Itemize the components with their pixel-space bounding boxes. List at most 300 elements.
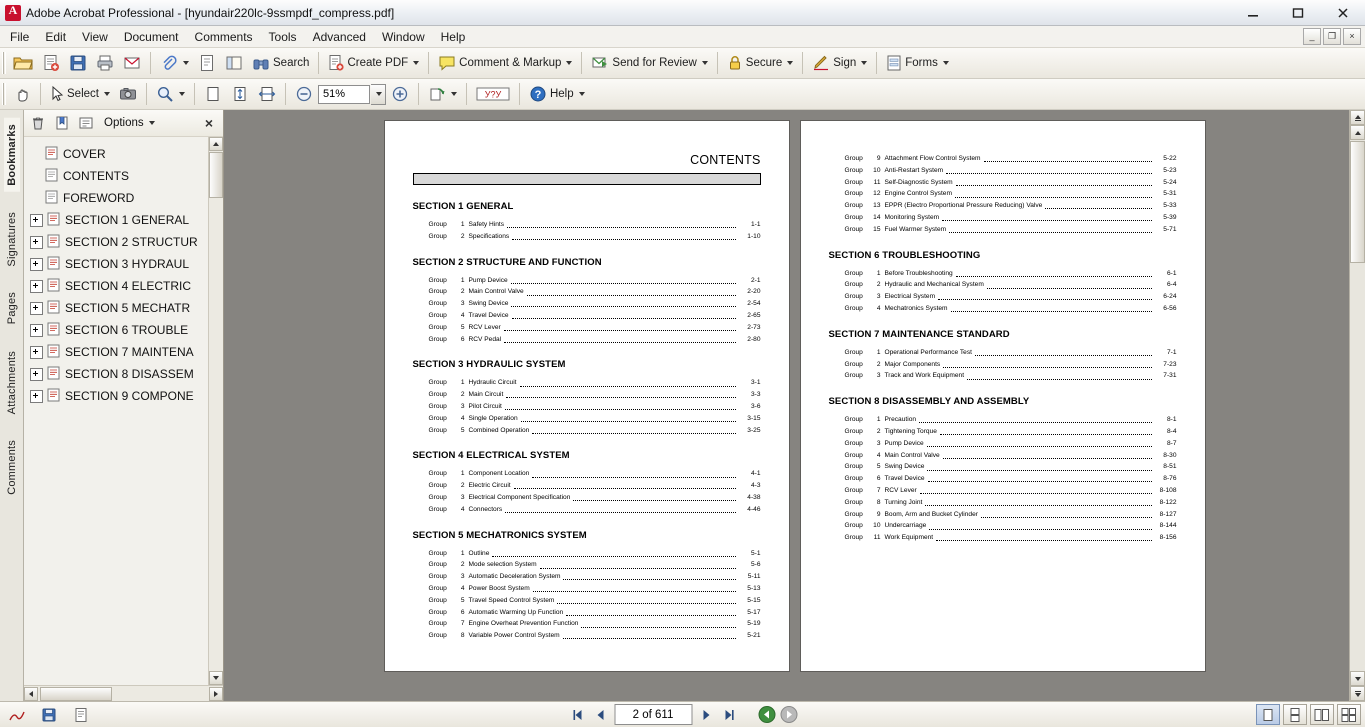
group-page: 8-1 bbox=[1166, 416, 1177, 424]
scroll-left-arrow-icon[interactable] bbox=[24, 687, 38, 701]
leader-dots bbox=[504, 329, 736, 331]
menu-advanced[interactable]: Advanced bbox=[312, 29, 366, 44]
scrollbar-thumb[interactable] bbox=[1350, 141, 1365, 263]
previous-view-button[interactable] bbox=[758, 706, 775, 723]
group-page: 4-46 bbox=[747, 505, 761, 513]
group-number: 11 bbox=[873, 534, 881, 542]
scroll-right-arrow-icon[interactable] bbox=[209, 687, 223, 701]
menu-window[interactable]: Window bbox=[381, 29, 425, 44]
toc-entry[interactable] bbox=[413, 322, 761, 334]
first-page-button[interactable] bbox=[568, 706, 586, 724]
scroll-bottom-button[interactable] bbox=[1350, 686, 1365, 701]
group-number: 9 bbox=[876, 155, 881, 162]
menu-help[interactable]: Help bbox=[440, 29, 466, 44]
group-label: Group bbox=[428, 288, 447, 296]
bookmark-label: SECTION 8 DISASSEM bbox=[65, 367, 194, 381]
next-view-button[interactable] bbox=[780, 706, 797, 723]
rotate-view-button[interactable] bbox=[424, 81, 461, 107]
sidebar-tab-bookmarks[interactable]: Bookmarks bbox=[4, 118, 20, 192]
chevron-down-icon bbox=[104, 92, 110, 96]
group-name: Automatic Deceleration System bbox=[468, 573, 561, 581]
toc-entry[interactable] bbox=[829, 188, 1177, 200]
bookmark-page-icon bbox=[47, 278, 60, 295]
toc-entry[interactable] bbox=[413, 286, 761, 298]
group-page: 5-17 bbox=[747, 608, 761, 616]
group-name: Operational Performance Test bbox=[884, 348, 972, 356]
group-name: Electrical Component Specification bbox=[468, 493, 571, 501]
group-number: 4 bbox=[876, 451, 881, 459]
expander-icon[interactable] bbox=[30, 302, 43, 315]
how-to-button[interactable] bbox=[472, 81, 514, 107]
toc-entry[interactable] bbox=[413, 492, 761, 504]
leader-dots bbox=[514, 487, 736, 489]
toc-entry[interactable] bbox=[829, 532, 1177, 544]
chevron-down-icon bbox=[179, 92, 185, 96]
floppy-status-icon bbox=[41, 707, 57, 723]
toc-entry[interactable] bbox=[829, 279, 1177, 291]
section-title: SECTION 1 GENERAL bbox=[412, 201, 514, 212]
list-item[interactable] bbox=[30, 165, 223, 187]
toolbar-separator-13 bbox=[466, 83, 467, 105]
how-to-icon bbox=[476, 85, 510, 103]
scroll-up-button[interactable] bbox=[1350, 125, 1365, 140]
expand-bookmark-button[interactable] bbox=[76, 113, 96, 133]
toolbar-grabber[interactable] bbox=[2, 52, 6, 74]
toc-entry[interactable] bbox=[829, 485, 1177, 497]
bookmark-label: SECTION 3 HYDRAUL bbox=[65, 257, 190, 271]
group-name: Safety Hints bbox=[468, 221, 505, 228]
toolbar-separator-9 bbox=[146, 83, 147, 105]
close-pane-button[interactable]: × bbox=[204, 115, 213, 131]
comment-markup-button[interactable] bbox=[434, 50, 576, 76]
page-number-input[interactable]: 2 of 611 bbox=[614, 704, 692, 725]
toc-entry[interactable] bbox=[413, 389, 761, 401]
group-label: Group bbox=[844, 427, 863, 435]
expander-icon bbox=[30, 149, 41, 160]
group-name: Monitoring System bbox=[884, 213, 940, 221]
group-page: 6-24 bbox=[1163, 293, 1177, 301]
toc-entry[interactable] bbox=[413, 377, 761, 389]
toc-entry[interactable] bbox=[413, 595, 761, 607]
group-label: Group bbox=[844, 510, 863, 518]
expander-icon[interactable] bbox=[30, 346, 43, 359]
sidebar-tab-signatures[interactable]: Signatures bbox=[4, 206, 20, 273]
toc-entry[interactable] bbox=[829, 520, 1177, 532]
group-page: 5-22 bbox=[1163, 155, 1177, 162]
expander-icon[interactable] bbox=[30, 390, 43, 403]
scroll-up-arrow-icon[interactable] bbox=[209, 137, 223, 151]
toc-entry[interactable] bbox=[413, 618, 761, 630]
leader-dots bbox=[949, 231, 1151, 233]
section-title: SECTION 4 ELECTRICAL SYSTEM bbox=[412, 450, 570, 462]
secure-button[interactable] bbox=[723, 50, 797, 76]
group-label: Group bbox=[428, 632, 447, 640]
toc-entry[interactable] bbox=[829, 461, 1177, 473]
leader-dots bbox=[938, 298, 1151, 300]
organizer-button[interactable] bbox=[221, 50, 247, 76]
toc-entry[interactable] bbox=[413, 231, 761, 243]
group-name: Single Operation bbox=[468, 414, 518, 422]
group-number: 3 bbox=[460, 300, 465, 308]
leader-dots bbox=[919, 421, 1151, 423]
group-number: 10 bbox=[873, 522, 881, 530]
group-name: Travel Device bbox=[468, 311, 509, 319]
group-number: 14 bbox=[873, 213, 881, 221]
toc-entry[interactable] bbox=[829, 426, 1177, 438]
fit-page-button[interactable] bbox=[227, 81, 253, 107]
document-minimize-button[interactable]: _ bbox=[1303, 28, 1321, 45]
single-page-button[interactable] bbox=[1256, 704, 1280, 725]
toc-entry[interactable] bbox=[413, 425, 761, 437]
delete-bookmark-button[interactable] bbox=[28, 113, 48, 133]
last-page-button[interactable] bbox=[720, 706, 738, 724]
group-label: Group bbox=[428, 311, 447, 319]
toc-entry[interactable] bbox=[413, 275, 761, 287]
close-icon[interactable] bbox=[1320, 0, 1365, 25]
chevron-down-icon bbox=[183, 61, 189, 65]
leader-dots bbox=[492, 555, 735, 557]
actual-size-button[interactable] bbox=[200, 81, 226, 107]
pen-signature-icon bbox=[8, 707, 26, 723]
list-item[interactable] bbox=[30, 385, 223, 407]
scroll-down-button[interactable] bbox=[1350, 671, 1365, 686]
group-label: Group bbox=[844, 451, 863, 459]
bookmark-label: SECTION 1 GENERAL bbox=[65, 213, 190, 227]
list-item[interactable] bbox=[30, 231, 223, 253]
viewer-vertical-scrollbar[interactable] bbox=[1349, 110, 1365, 701]
section-title: SECTION 2 STRUCTURE AND FUNCTION bbox=[412, 256, 602, 268]
group-label: Group bbox=[428, 402, 447, 410]
group-number: 1 bbox=[876, 416, 881, 424]
hand-tool-button[interactable] bbox=[9, 81, 35, 107]
continuous-button[interactable] bbox=[1283, 704, 1307, 725]
group-label: Group bbox=[428, 608, 447, 616]
rotate-icon bbox=[428, 85, 446, 103]
actual-size-icon bbox=[205, 85, 221, 103]
toolbar-separator-2 bbox=[318, 52, 319, 74]
toc-entry[interactable] bbox=[413, 401, 761, 413]
expander-icon[interactable] bbox=[30, 368, 43, 381]
group-number: 3 bbox=[876, 439, 881, 447]
folder-open-icon bbox=[13, 54, 33, 72]
document-restore-button[interactable]: ❐ bbox=[1323, 28, 1341, 45]
group-name: Turning Joint bbox=[884, 498, 923, 506]
secondary-toolbar bbox=[0, 79, 1365, 110]
toc-entry[interactable] bbox=[829, 509, 1177, 521]
scroll-top-button[interactable] bbox=[1350, 110, 1365, 125]
toc-entry[interactable] bbox=[829, 291, 1177, 303]
toc-entry[interactable] bbox=[829, 224, 1177, 236]
group-label: Group bbox=[428, 232, 447, 240]
open-file-button[interactable] bbox=[9, 50, 37, 76]
list-item[interactable] bbox=[30, 187, 223, 209]
group-page: 1-1 bbox=[750, 221, 761, 228]
toc-entry[interactable] bbox=[829, 497, 1177, 509]
menu-document[interactable]: Document bbox=[123, 29, 179, 44]
group-number: 1 bbox=[460, 379, 465, 387]
toc-entry[interactable] bbox=[413, 480, 761, 492]
create-pdf-quick-button[interactable] bbox=[38, 50, 64, 76]
zoom-dropdown-button[interactable] bbox=[371, 84, 386, 105]
comment-markup-label: Comment & Markup bbox=[459, 57, 562, 69]
toolbar-grabber-2[interactable] bbox=[2, 83, 6, 105]
expander-icon bbox=[30, 193, 41, 204]
group-label: Group bbox=[844, 190, 863, 198]
toc-entry[interactable] bbox=[829, 450, 1177, 462]
save-button[interactable] bbox=[65, 50, 91, 76]
toc-entry[interactable] bbox=[829, 303, 1177, 315]
toc-entry[interactable] bbox=[829, 212, 1177, 224]
form-icon bbox=[886, 54, 902, 72]
menu-edit[interactable]: Edit bbox=[45, 29, 67, 44]
toc-entry[interactable] bbox=[829, 153, 1177, 165]
maximize-icon[interactable] bbox=[1275, 0, 1320, 25]
section-title: SECTION 3 HYDRAULIC SYSTEM bbox=[412, 359, 566, 371]
group-name: Hydraulic and Mechanical System bbox=[884, 281, 984, 289]
group-number: 8 bbox=[460, 632, 465, 640]
group-page: 7-31 bbox=[1163, 372, 1177, 380]
attach-file-button[interactable] bbox=[156, 50, 193, 76]
toc-entry[interactable] bbox=[413, 583, 761, 595]
zoom-out-button[interactable] bbox=[291, 81, 317, 107]
secure-label: Secure bbox=[745, 57, 783, 69]
group-page: 5-6 bbox=[750, 561, 761, 569]
leader-dots bbox=[511, 305, 735, 307]
leader-dots bbox=[504, 341, 735, 343]
scrollbar-track[interactable] bbox=[1350, 140, 1365, 671]
bookmarks-horizontal-scrollbar[interactable] bbox=[24, 685, 223, 701]
group-page: 2-65 bbox=[747, 311, 761, 319]
select-tool-button[interactable] bbox=[46, 81, 114, 107]
toc-entry[interactable] bbox=[413, 219, 761, 231]
view-mode-buttons bbox=[1256, 704, 1361, 725]
zoom-tool-button[interactable] bbox=[152, 81, 189, 107]
group-label: Group bbox=[428, 221, 447, 228]
sign-button[interactable] bbox=[808, 50, 871, 76]
group-number: 4 bbox=[460, 505, 465, 513]
group-page: 3-15 bbox=[747, 414, 761, 422]
leader-dots bbox=[942, 219, 1151, 221]
group-number: 10 bbox=[873, 166, 881, 174]
group-page: 3-6 bbox=[750, 402, 761, 410]
bookmark-options-button[interactable] bbox=[100, 117, 159, 129]
group-page: 2-20 bbox=[747, 288, 761, 296]
group-page: 5-13 bbox=[747, 584, 761, 592]
group-page: 5-24 bbox=[1163, 178, 1177, 186]
group-page: 2-80 bbox=[747, 335, 761, 343]
group-number: 8 bbox=[876, 498, 881, 506]
signature-status-button[interactable] bbox=[4, 702, 30, 727]
bookmark-page-icon bbox=[47, 366, 60, 383]
chevron-down-icon bbox=[413, 61, 419, 65]
group-page: 8-30 bbox=[1163, 451, 1177, 459]
leader-dots bbox=[563, 637, 736, 639]
toc-entry[interactable] bbox=[413, 504, 761, 516]
toc-entry[interactable] bbox=[413, 413, 761, 425]
leader-dots bbox=[946, 172, 1151, 174]
group-page: 6-1 bbox=[1166, 269, 1177, 277]
group-label: Group bbox=[844, 178, 863, 186]
menu-tools[interactable]: Tools bbox=[268, 29, 297, 44]
send-for-review-label: Send for Review bbox=[612, 57, 697, 69]
title-rule bbox=[413, 173, 761, 185]
sidebar-tab-attachments[interactable]: Attachments bbox=[4, 345, 20, 420]
group-number: 2 bbox=[876, 281, 881, 289]
chevron-down-icon bbox=[566, 61, 572, 65]
zoom-out-icon bbox=[295, 85, 313, 103]
create-pdf-button[interactable] bbox=[324, 50, 423, 76]
toolbar-separator-3 bbox=[428, 52, 429, 74]
group-name: Automatic Warming Up Function bbox=[468, 608, 564, 616]
document-close-button[interactable]: × bbox=[1343, 28, 1361, 45]
toc-entry[interactable] bbox=[413, 468, 761, 480]
list-item[interactable] bbox=[30, 297, 223, 319]
snapshot-tool-button[interactable] bbox=[115, 81, 141, 107]
previous-page-button[interactable] bbox=[591, 706, 609, 724]
section-title: SECTION 6 TROUBLESHOOTING bbox=[828, 249, 981, 261]
toc-entry[interactable] bbox=[413, 298, 761, 310]
scrollbar-thumb-horizontal[interactable] bbox=[40, 687, 112, 701]
group-number: 15 bbox=[873, 225, 881, 233]
scroll-down-arrow-icon[interactable] bbox=[209, 671, 223, 685]
group-page: 5-19 bbox=[747, 620, 761, 628]
group-label: Group bbox=[844, 155, 863, 162]
list-item[interactable] bbox=[30, 341, 223, 363]
toc-entry[interactable] bbox=[829, 359, 1177, 371]
group-number: 1 bbox=[460, 221, 465, 228]
group-number: 1 bbox=[460, 276, 465, 284]
toc-entry[interactable] bbox=[413, 571, 761, 583]
bookmarks-vertical-scrollbar[interactable] bbox=[208, 137, 223, 685]
leader-dots bbox=[511, 282, 736, 284]
main-area bbox=[0, 110, 1365, 701]
bookmark-label: SECTION 9 COMPONE bbox=[65, 389, 194, 403]
page-plus-icon bbox=[42, 54, 60, 72]
toc-entry[interactable] bbox=[413, 548, 761, 560]
pdf-page-right bbox=[800, 120, 1206, 672]
status-left-tools bbox=[4, 702, 94, 727]
toc-entry[interactable] bbox=[829, 473, 1177, 485]
group-name: Mechatronics System bbox=[884, 304, 948, 312]
list-item[interactable] bbox=[30, 363, 223, 385]
expander-icon[interactable] bbox=[30, 236, 43, 249]
sidebar-tab-comments[interactable]: Comments bbox=[4, 434, 20, 501]
leader-dots bbox=[521, 420, 736, 422]
expander-icon[interactable] bbox=[30, 214, 43, 227]
toc-entry[interactable] bbox=[829, 177, 1177, 189]
document-viewer[interactable] bbox=[224, 110, 1365, 701]
search-button[interactable] bbox=[248, 50, 313, 76]
leader-dots bbox=[928, 480, 1152, 482]
toc-entry[interactable] bbox=[829, 200, 1177, 212]
group-name: Mode selection System bbox=[468, 561, 537, 569]
leader-dots bbox=[533, 590, 736, 592]
create-pdf-label: Create PDF bbox=[347, 57, 409, 69]
minimize-icon[interactable] bbox=[1230, 0, 1275, 25]
list-item[interactable] bbox=[30, 143, 223, 165]
toc-entry[interactable] bbox=[829, 347, 1177, 359]
group-label: Group bbox=[844, 225, 863, 233]
section-title: SECTION 7 MAINTENANCE STANDARD bbox=[828, 328, 1010, 340]
toc-entry[interactable] bbox=[829, 414, 1177, 426]
toolbar-separator-4 bbox=[581, 52, 582, 74]
leader-dots bbox=[940, 433, 1152, 435]
menu-file[interactable]: File bbox=[10, 29, 30, 44]
group-page: 5-31 bbox=[1163, 190, 1177, 198]
toc-entry[interactable] bbox=[829, 165, 1177, 177]
bookmark-page-icon bbox=[47, 234, 60, 251]
help-button[interactable] bbox=[525, 81, 589, 107]
bookmark-label: SECTION 5 MECHATR bbox=[65, 301, 191, 315]
expander-icon[interactable] bbox=[30, 324, 43, 337]
group-page: 8-4 bbox=[1166, 427, 1177, 435]
email-button[interactable] bbox=[119, 50, 145, 76]
toc-entry[interactable] bbox=[413, 310, 761, 322]
bookmark-page-icon bbox=[47, 344, 60, 361]
pen-icon bbox=[812, 54, 830, 72]
menu-comments[interactable]: Comments bbox=[194, 29, 253, 44]
next-page-button[interactable] bbox=[697, 706, 715, 724]
list-item[interactable] bbox=[30, 253, 223, 275]
bookmark-page-icon bbox=[47, 388, 60, 405]
comments-status-button[interactable] bbox=[68, 702, 94, 727]
group-label: Group bbox=[428, 414, 447, 422]
facing-button[interactable] bbox=[1310, 704, 1334, 725]
scrollbar-thumb[interactable] bbox=[209, 152, 223, 198]
send-for-review-button[interactable] bbox=[587, 50, 711, 76]
fit-width-button[interactable] bbox=[254, 81, 280, 107]
leader-dots bbox=[573, 499, 735, 501]
attachments-status-button[interactable] bbox=[36, 702, 62, 727]
list-item[interactable] bbox=[30, 209, 223, 231]
toc-entry[interactable] bbox=[413, 630, 761, 642]
group-page: 5-33 bbox=[1163, 202, 1177, 210]
expander-icon[interactable] bbox=[30, 280, 43, 293]
forms-button[interactable] bbox=[882, 50, 953, 76]
new-bookmark-button[interactable] bbox=[52, 113, 72, 133]
group-label: Group bbox=[844, 269, 863, 277]
list-item[interactable] bbox=[30, 319, 223, 341]
chevron-down-icon bbox=[579, 92, 585, 96]
menu-view[interactable]: View bbox=[82, 29, 108, 44]
list-item[interactable] bbox=[30, 275, 223, 297]
group-number: 3 bbox=[460, 573, 465, 581]
zoom-level-input[interactable]: 51% bbox=[318, 85, 370, 104]
toc-entry[interactable] bbox=[413, 607, 761, 619]
toc-entry[interactable] bbox=[829, 438, 1177, 450]
group-page: 5-21 bbox=[747, 632, 761, 640]
group-label: Group bbox=[844, 360, 863, 368]
envelope-icon bbox=[123, 54, 141, 72]
bookmark-label: SECTION 7 MAINTENA bbox=[65, 345, 194, 359]
continuous-facing-button[interactable] bbox=[1337, 704, 1361, 725]
toc-entry[interactable] bbox=[829, 370, 1177, 382]
chevron-down-icon bbox=[787, 61, 793, 65]
toc-entry[interactable] bbox=[413, 559, 761, 571]
group-label: Group bbox=[844, 293, 863, 301]
window-title: Adobe Acrobat Professional - [hyundair220lc-9ssmpdf_compress.pdf] bbox=[26, 5, 395, 20]
toc-entry[interactable] bbox=[829, 268, 1177, 280]
zoom-in-button[interactable] bbox=[387, 81, 413, 107]
print-button[interactable] bbox=[92, 50, 118, 76]
window-controls bbox=[1230, 0, 1365, 26]
options-label: Options bbox=[104, 117, 144, 129]
toc-entry[interactable] bbox=[413, 334, 761, 346]
expander-icon[interactable] bbox=[30, 258, 43, 271]
sidebar-tab-pages[interactable]: Pages bbox=[4, 286, 20, 330]
group-page: 5-1 bbox=[750, 549, 761, 557]
document-properties-button[interactable] bbox=[194, 50, 220, 76]
